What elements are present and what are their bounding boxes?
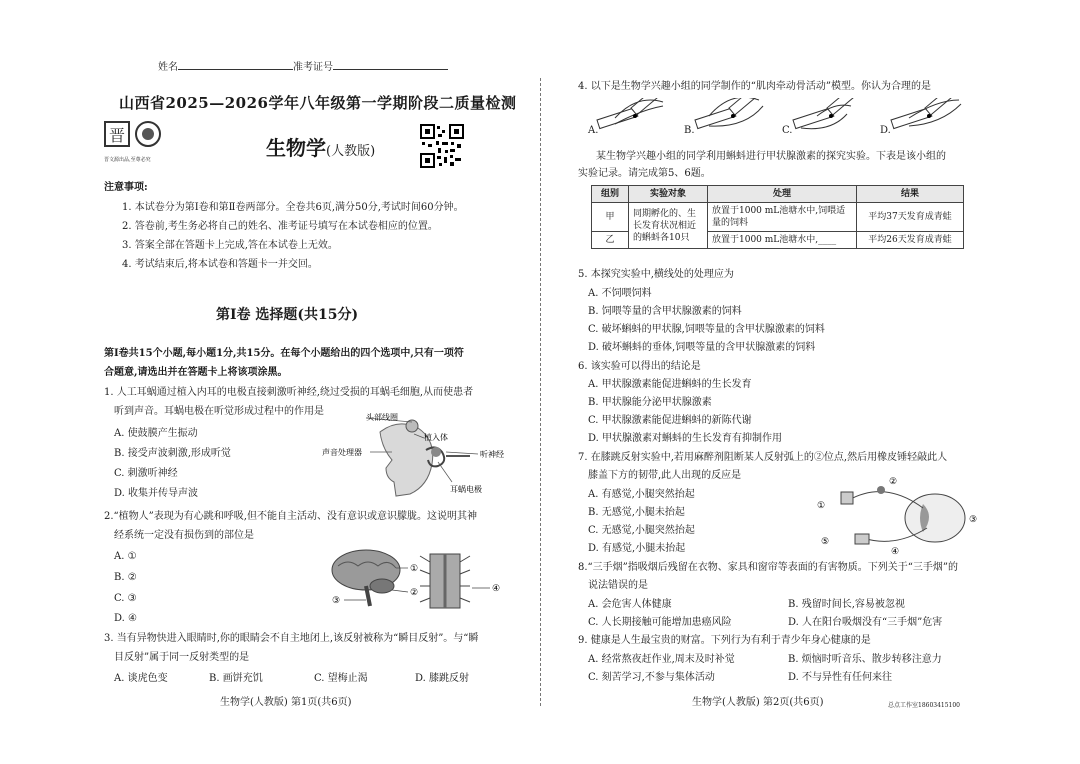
logo-char: 晋 — [108, 126, 126, 145]
q9-option-d: D. 不与异性有任何来往 — [788, 672, 893, 683]
q8-stem-1: 8.“三手烟”指吸烟后残留在衣物、家具和窗帘等表面的有害物质。下列关于“三手烟”的 — [578, 562, 958, 573]
q1-option-c: C. 刺激听神经 — [114, 468, 178, 479]
q1-stem-2: 听到声音。耳蜗电极在听觉形成过程中的作用是 — [114, 406, 324, 417]
muscle-bone-models — [585, 98, 975, 142]
q3-option-a: A. 谈虎色变 — [114, 673, 168, 684]
q8-option-a: A. 会危害人体健康 — [588, 599, 672, 610]
section-intro-2: 合题意,请选出并在答题卡上将该项涂黑。 — [104, 367, 288, 378]
q1-option-d: D. 收集并传导声波 — [114, 488, 199, 499]
fig7-label-5: ⑤ — [821, 537, 830, 547]
q3-stem-2: 目反射”属于同一反射类型的是 — [114, 652, 250, 663]
q2-option-c: C. ③ — [114, 593, 137, 604]
exam-title: 山西省2025—2026学年八年级第一学期阶段二质量检测 — [119, 94, 517, 112]
notice-item-3: 3. 答案全部在答题卡上完成,答在本试卷上无效。 — [122, 240, 338, 251]
q2-stem-1: 2.“植物人”表现为有心跳和呼吸,但不能自主活动、没有意识或意识朦胧。这说明其神 — [104, 511, 477, 522]
table-header-treatment: 处理 — [708, 186, 857, 203]
footer-note: 总点工作室18603415100 — [888, 702, 960, 709]
fig1-label-electrode: 耳蜗电极 — [450, 485, 482, 494]
q3-option-d: D. 膝跳反射 — [415, 673, 470, 684]
q8-stem-2: 说法错误的是 — [588, 580, 648, 591]
table-header-result: 结果 — [857, 186, 964, 203]
q7-option-b: B. 无感觉,小腿未抬起 — [588, 507, 685, 518]
table-cell-result: 平均37天发育成青蛙 — [857, 203, 964, 232]
q8-option-c: C. 人长期接触可能增加患癌风险 — [588, 617, 732, 628]
notice-title: 注意事项: — [104, 182, 148, 193]
experiment-intro-2: 实验记录。请完成第5、6题。 — [578, 168, 711, 179]
qr-code — [420, 124, 464, 168]
fig7-label-3: ③ — [969, 515, 978, 525]
name-field — [158, 61, 448, 75]
q2-option-a: A. ① — [114, 551, 137, 562]
notice-item-1: 1. 本试卷分为第Ⅰ卷和第Ⅱ卷两部分。全卷共6页,满分50分,考试时间60分钟。 — [122, 202, 464, 213]
q7-option-d: D. 有感觉,小腿未抬起 — [588, 543, 686, 554]
q9-stem: 9. 健康是人生最宝贵的财富。下列行为有利于青少年身心健康的是 — [578, 635, 871, 646]
q8-option-d: D. 人在阳台吸烟没有“三手烟”危害 — [788, 617, 943, 628]
q5-option-b: B. 饲喂等量的含甲状腺激素的饲料 — [588, 306, 742, 317]
logo-caption: 晋文源出品,至尊必究 — [104, 157, 151, 163]
table-header-group: 组别 — [592, 186, 629, 203]
table-cell-group: 乙 — [592, 232, 629, 249]
q9-option-c: C. 刻苦学习,不参与集体活动 — [588, 672, 715, 683]
q3-option-c: C. 望梅止渴 — [314, 673, 368, 684]
page-divider — [540, 78, 541, 706]
table-cell-subject: 同期孵化的、生长发育状况相近的蝌蚪各10只 — [629, 203, 708, 249]
q7-option-a: A. 有感觉,小腿突然抬起 — [588, 489, 695, 500]
q8-option-b: B. 残留时间长,容易被忽视 — [788, 599, 905, 610]
q7-stem-2: 膝盖下方的韧带,此人出现的反应是 — [588, 470, 742, 481]
q2-stem-2: 经系统一定没有损伤到的部位是 — [114, 530, 254, 541]
table-cell-treatment: 放置于1000 mL池塘水中,饲喂适量的饲料 — [708, 203, 857, 232]
table-cell-result: 平均26天发育成青蛙 — [857, 232, 964, 249]
q4-option-d: D. — [880, 125, 891, 136]
q6-option-c: C. 甲状腺激素能促进蝌蚪的新陈代谢 — [588, 415, 752, 426]
experiment-intro-1: 某生物学兴趣小组的同学利用蝌蚪进行甲状腺激素的探究实验。下表是该小组的 — [596, 151, 946, 162]
notice-item-4: 4. 考试结束后,将本试卷和答题卡一并交回。 — [122, 259, 318, 270]
exam-no-label: 准考证号 — [293, 62, 333, 73]
q4-option-c: C. — [782, 125, 793, 136]
q9-option-b: B. 烦恼时听音乐、散步转移注意力 — [788, 654, 942, 665]
q3-option-b: B. 画饼充饥 — [209, 673, 263, 684]
q6-option-b: B. 甲状腺能分泌甲状腺激素 — [588, 397, 712, 408]
publisher-logo — [104, 120, 164, 163]
fig7-label-1: ① — [817, 501, 826, 511]
subject-edition: (人教版) — [326, 144, 376, 159]
fig7-label-2: ② — [889, 477, 898, 487]
section-intro-1: 第Ⅰ卷共15个小题,每小题1分,共15分。在每个小题给出的四个选项中,只有一项符 — [104, 348, 464, 359]
cochlear-implant-figure — [320, 412, 510, 502]
q4-stem: 4. 以下是生物学兴趣小组的同学制作的“肌肉牵动骨活动”模型。你认为合理的是 — [578, 81, 931, 92]
fig1-label-implant: 植入体 — [424, 433, 448, 442]
notice-item-2: 2. 答卷前,考生务必将自己的姓名、准考证号填写在本试卷相应的位置。 — [122, 221, 438, 232]
q6-option-d: D. 甲状腺激素对蝌蚪的生长发育有抑制作用 — [588, 433, 783, 444]
fig7-label-4: ④ — [891, 547, 900, 556]
q1-option-b: B. 接受声波刺激,形成听觉 — [114, 448, 231, 459]
q4-option-b: B. — [684, 125, 695, 136]
q9-option-a: A. 经常熬夜赶作业,周末及时补觉 — [588, 654, 735, 665]
q4-option-a: A. — [588, 125, 599, 136]
footer-right: 生物学(人教版) 第2页(共6页) — [692, 697, 824, 708]
q6-option-a: A. 甲状腺激素能促进蝌蚪的生长发育 — [588, 379, 752, 390]
q7-stem-1: 7. 在膝跳反射实验中,若用麻醉剂阻断某人反射弧上的②位点,然后用橡皮锤轻敲此人 — [578, 452, 948, 463]
table-header-row — [592, 186, 964, 203]
q7-option-c: C. 无感觉,小腿突然抬起 — [588, 525, 695, 536]
q5-option-d: D. 破坏蝌蚪的垂体,饲喂等量的含甲状腺激素的饲料 — [588, 342, 816, 353]
experiment-table — [591, 185, 964, 249]
table-cell-treatment: 放置于1000 mL池塘水中,____ — [708, 232, 857, 249]
q2-option-b: B. ② — [114, 572, 137, 583]
name-label: 姓名 — [158, 62, 178, 73]
fig1-label-nerve: 听神经 — [480, 450, 504, 459]
q1-stem-1: 1. 人工耳蜗通过植入内耳的电极直接刺激听神经,绕过受损的耳蜗毛细胞,从而使患者 — [104, 387, 474, 398]
subject-title — [266, 132, 375, 161]
footer-left: 生物学(人教版) 第1页(共6页) — [220, 697, 352, 708]
q5-stem: 5. 本探究实验中,横线处的处理应为 — [578, 269, 734, 280]
q2-option-d: D. ④ — [114, 613, 137, 624]
fig2-label-3: ③ — [332, 596, 341, 606]
q5-option-a: A. 不饲喂饲料 — [588, 288, 652, 299]
q3-stem-1: 3. 当有异物快进入眼睛时,你的眼睛会不自主地闭上,该反射被称为“瞬目反射”。与“瞬 — [104, 633, 479, 644]
table-header-subject: 实验对象 — [629, 186, 708, 203]
table-cell-group: 甲 — [592, 203, 629, 232]
q5-option-c: C. 破坏蝌蚪的甲状腺,饲喂等量的含甲状腺激素的饲料 — [588, 324, 825, 335]
fig2-label-2: ② — [410, 588, 419, 598]
fig1-label-processor: 声音处理器 — [322, 448, 362, 457]
subject-name: 生物学 — [266, 136, 326, 160]
brain-figure — [326, 546, 516, 610]
fig2-label-1: ① — [410, 564, 419, 574]
q6-stem: 6. 该实验可以得出的结论是 — [578, 361, 701, 372]
q1-option-a: A. 使鼓膜产生振动 — [114, 428, 198, 439]
fig2-label-4: ④ — [492, 584, 501, 594]
fig1-label-head-coil: 头部线圈 — [366, 413, 398, 422]
table-row — [592, 203, 964, 232]
section-title: 第Ⅰ卷 选择题(共15分) — [216, 307, 359, 323]
reflex-arc-figure — [815, 474, 985, 556]
